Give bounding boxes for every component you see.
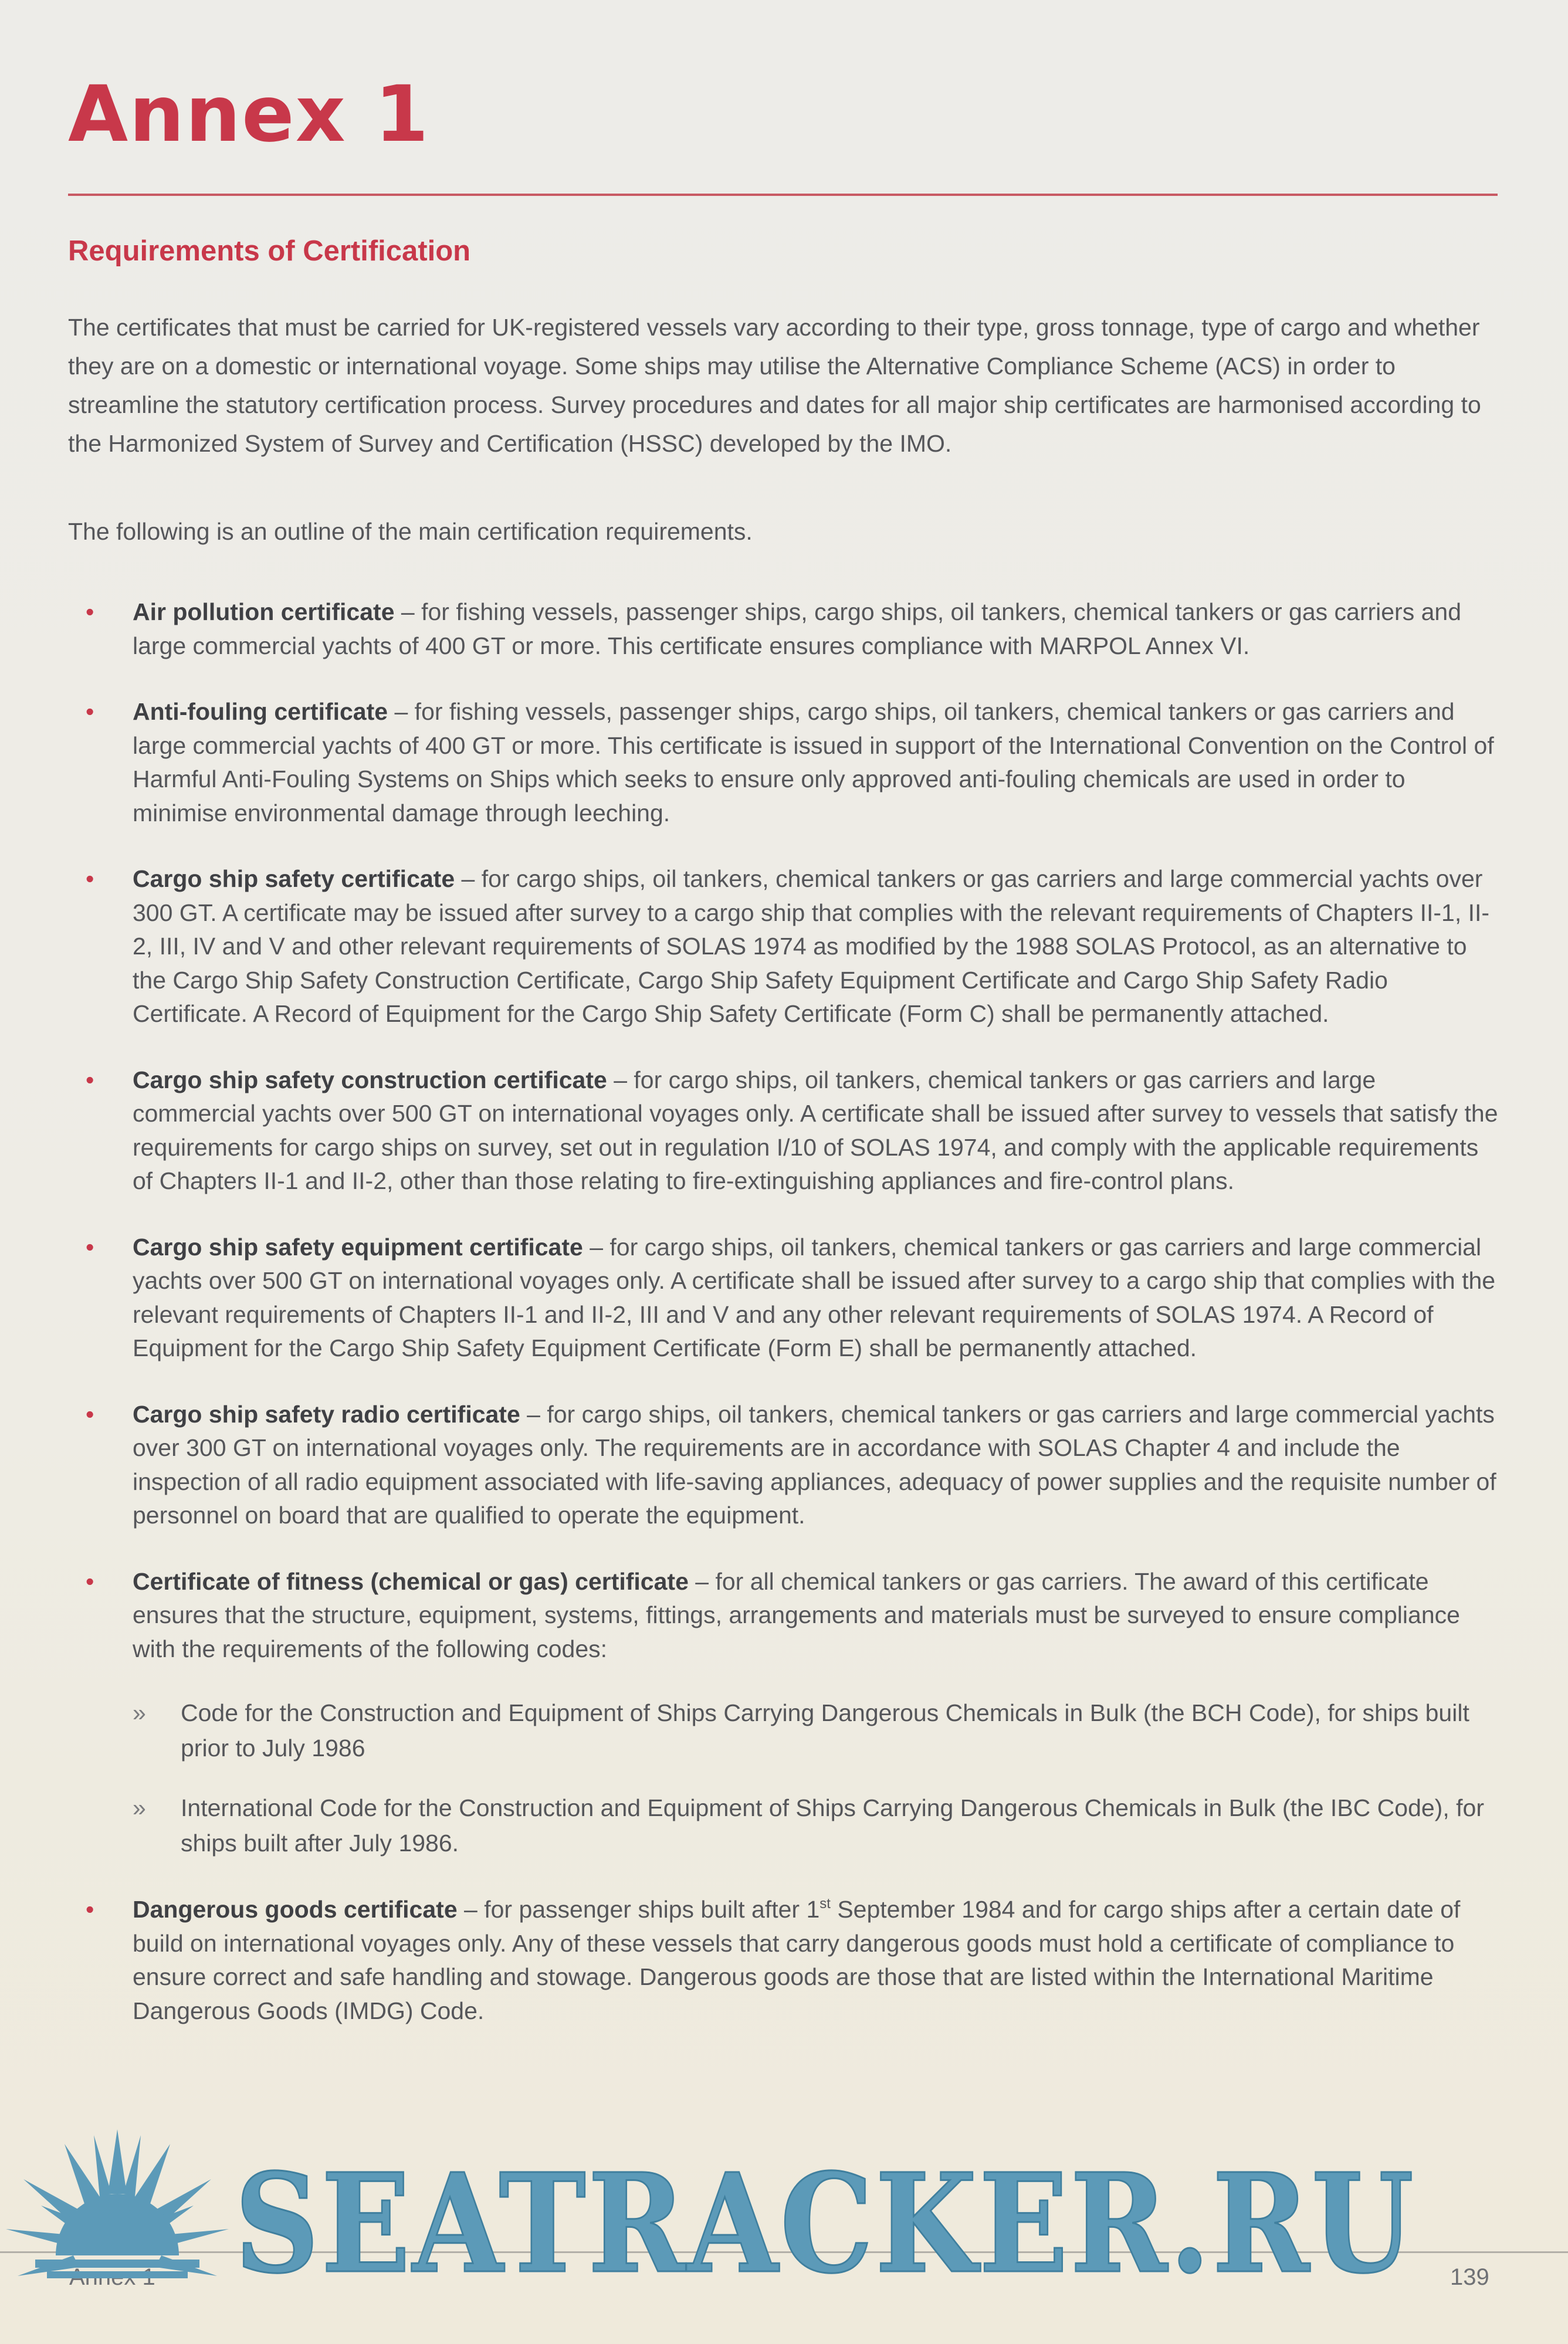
bullet-icon: • [86, 698, 94, 725]
dash: – [607, 1066, 634, 1093]
certificate-description-end: September 1984 and for cargo ships after a certain date of build on international voyages only. Any of these vessels that carry dangerous goods must hold a certificate of compliance to ensure correct and safe handling and stowage. Dangerous goods are those that are listed within the International Maritime Dangerous Goods (IMDG) Code. [133, 1896, 1461, 2024]
list-item [68, 1063, 1499, 1198]
bullet-icon: • [86, 1896, 94, 1923]
certificate-name: Cargo ship safety construction certificate [133, 1066, 607, 1093]
certificate-name: Anti-fouling certificate [133, 698, 388, 725]
list-item [68, 595, 1499, 663]
sunburst-logo-icon [0, 2123, 235, 2299]
list-item [68, 862, 1499, 1031]
list-item [68, 1893, 1499, 2028]
chevron-right-icon: » [133, 1699, 146, 1726]
dash: – [455, 865, 482, 892]
sub-item-text: International Code for the Construction and Equipment of Ships Carrying Dangerous Chemicals in Bulk (the IBC Code), for ships built after July 1986. [181, 1794, 1484, 1857]
outline-paragraph: The following is an outline of the main certification requirements. [68, 518, 753, 545]
title-divider [68, 194, 1498, 196]
sub-list-item [133, 1790, 1499, 1861]
certificate-name: Cargo ship safety radio certificate [133, 1400, 520, 1428]
certificate-description: for cargo ships, oil tankers, chemical tankers or gas carriers and large commercial yachts over 300 GT. A certificate may be issued after survey to a cargo ship that complies with the relevant requirements of Chapters II-1, II-2, III, IV and V and other relevant requirements of SOLAS 1974 as modified by the 1988 SOLAS Protocol, as an alternative to the Cargo Ship Safety Construction Certificate, Cargo Ship Safety Equipment Certificate and Cargo Ship Safety Radio Certificate. A Record of Equipment for the Cargo Ship Safety Certificate (Form C) shall be permanently attached. [133, 865, 1490, 1027]
certificate-description: for fishing vessels, passenger ships, cargo ships, oil tankers, chemical tankers or gas carriers and large commercial yachts of 400 GT or more. This certificate is issued in support of the International Convention on the Control of Harmful Anti-Fouling Systems on Ships which seeks to ensure only approved anti-fouling chemicals are used in order to minimise environmental damage through leeching. [133, 698, 1494, 827]
certificate-description: for cargo ships, oil tankers, chemical tankers or gas carriers and large commercial yachts over 500 GT on international voyages only. A certificate shall be issued after survey to a cargo ship that complies with the relevant requirements of Chapters II-1 and II-2, III and V and any other relevant requirements of SOLAS 1974. A Record of Equipment for the Cargo Ship Safety Equipment Certificate (Form E) shall be permanently attached. [133, 1233, 1496, 1361]
bullet-icon: • [86, 865, 94, 892]
dash: – [520, 1400, 547, 1428]
sub-item-text: Code for the Construction and Equipment of Ships Carrying Dangerous Chemicals in Bulk (the BCH Code), for ships built prior to July 1986 [181, 1699, 1469, 1762]
certificate-description: for fishing vessels, passenger ships, cargo ships, oil tankers, chemical tankers or gas carriers and large commercial yachts of 400 GT or more. This certificate ensures compliance with MARPOL Annex VI. [133, 598, 1462, 659]
watermark-text: SEATRACKER.RU [235, 2143, 1416, 2304]
list-item [68, 1565, 1499, 1861]
certificate-list [68, 595, 1499, 2060]
list-item [68, 1231, 1499, 1366]
certificate-description-start: for passenger ships built after 1 [484, 1896, 820, 1923]
sub-list-item [133, 1695, 1499, 1766]
bullet-icon: • [86, 1066, 94, 1093]
certificate-name: Cargo ship safety certificate [133, 865, 455, 892]
page-number: 139 [1450, 2264, 1489, 2290]
certificate-name: Air pollution certificate [133, 598, 395, 625]
certificate-name: Dangerous goods certificate [133, 1896, 458, 1923]
bullet-icon: • [86, 598, 94, 625]
intro-paragraph: The certificates that must be carried for UK-registered vessels vary according to their type, gross tonnage, type of cargo and whether they are on a domestic or international voyage. Some ships may utilise the Alternative Compliance Scheme (ACS) in order to streamline the statutory certification process. Survey procedures and dates for all major ship certificates are harmonised according to the Harmonized System of Survey and Certification (HSSC) developed by the IMO. [68, 314, 1481, 457]
dash: – [457, 1896, 485, 1923]
section-heading: Requirements of Certification [68, 235, 471, 267]
certificate-description: for all chemical tankers or gas carriers. The award of this certificate ensures that the structure, equipment, systems, fittings, arrangements and materials must be surveyed to ensure compliance with the requirements of the following codes: [133, 1567, 1460, 1662]
certificate-description: for cargo ships, oil tankers, chemical tankers or gas carriers and large commercial yachts over 500 GT on international voyages only. A certificate shall be issued after survey to vessels that satisfy the requirements for cargo ships on survey, set out in regulation I/10 of SOLAS 1974, and comply with the applicable requirements of Chapters II-1 and II-2, other than those relating to fire-extinguishing appliances and fire-control plans. [133, 1066, 1498, 1194]
bullet-icon: • [86, 1567, 94, 1595]
bullet-icon: • [86, 1233, 94, 1261]
page-title: Annex 1 [68, 69, 430, 160]
certificate-description: for cargo ships, oil tankers, chemical tankers or gas carriers and large commercial yachts over 300 GT on international voyages only. The requirements are in accordance with SOLAS Chapter 4 and include the inspection of all radio equipment associated with life-saving appliances, adequacy of power supplies and the requisite number of personnel on board that are qualified to operate the equipment. [133, 1400, 1496, 1529]
dash: – [388, 698, 415, 725]
chevron-right-icon: » [133, 1794, 146, 1821]
dash: – [394, 598, 422, 625]
certificate-name: Cargo ship safety equipment certificate [133, 1233, 583, 1261]
dash: – [688, 1567, 716, 1595]
list-item [68, 695, 1499, 830]
certificate-name: Certificate of fitness (chemical or gas) certificate [133, 1567, 689, 1595]
ordinal-suffix: st [819, 1896, 831, 1912]
code-sub-list [133, 1695, 1499, 1861]
watermark [0, 2123, 1568, 2304]
dash: – [583, 1233, 610, 1261]
list-item [68, 1398, 1499, 1533]
bullet-icon: • [86, 1400, 94, 1428]
